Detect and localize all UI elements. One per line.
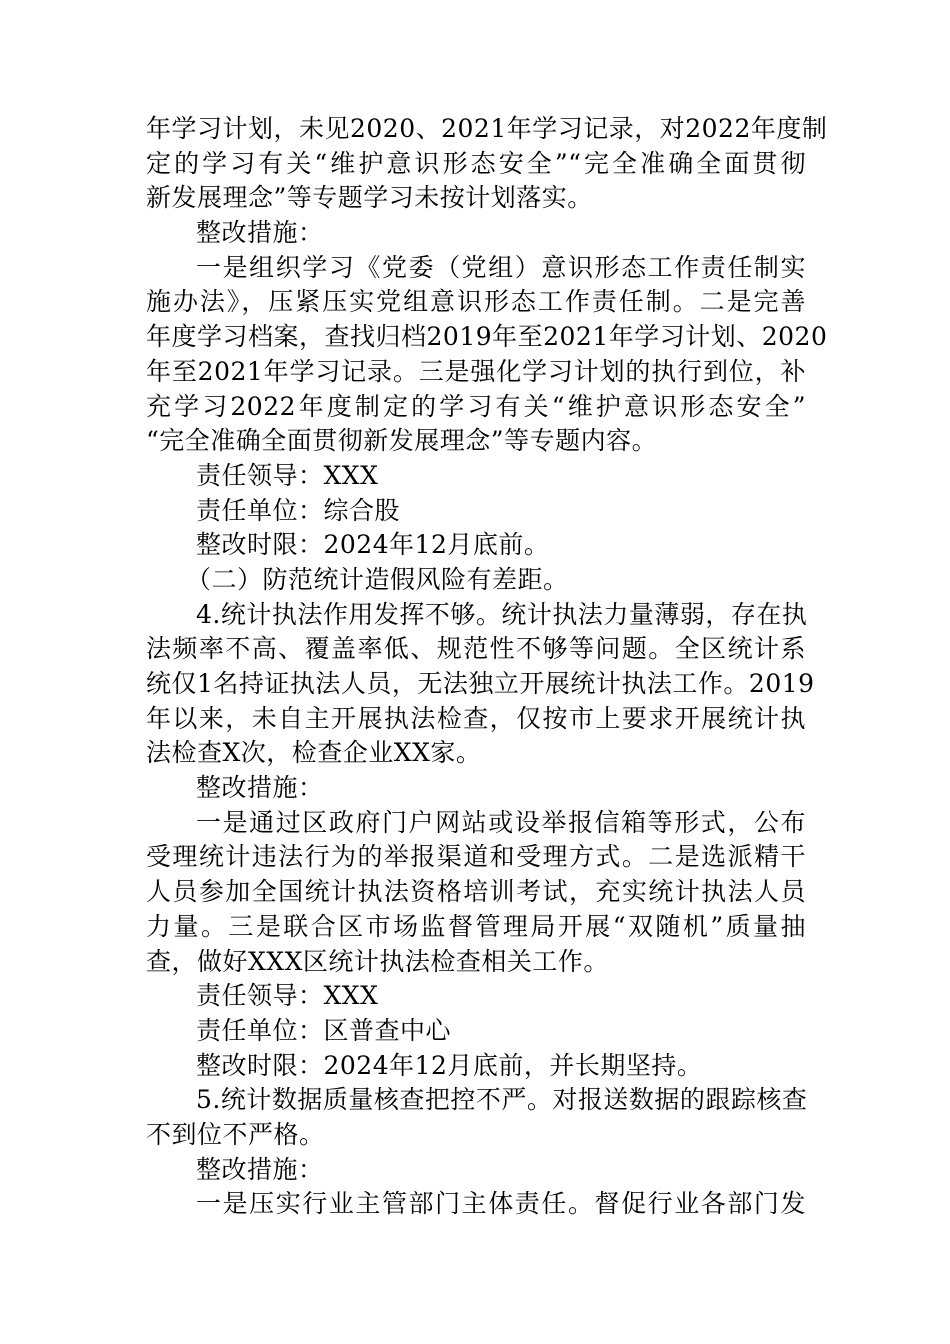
text-line: 整改措施： xyxy=(196,1154,324,1184)
text-line: 年至2021年学习记录。三是强化学习计划的执行到位，补 xyxy=(146,356,806,386)
text-line: 年以来，未自主开展执法检查，仅按市上要求开展统计执 xyxy=(146,703,806,733)
text-line: “完全准确全面贯彻新发展理念”等专题内容。 xyxy=(146,426,658,456)
text-line: 一是通过区政府门户网站或设举报信箱等形式，公布 xyxy=(196,807,806,837)
text-line: 统仅1名持证执法人员，无法独立开展统计执法工作。2019 xyxy=(146,669,815,698)
text-line: 定的学习有关“维护意识形态安全”“完全准确全面贯彻 xyxy=(146,148,806,178)
text-line: 责任领导：XXX xyxy=(196,460,379,490)
text-line: 责任单位：综合股 xyxy=(196,495,401,525)
text-line: 年学习计划，未见2020、2021年学习记录，对2022年度制 xyxy=(146,114,828,143)
text-line: 整改措施： xyxy=(196,218,324,248)
text-line: 责任单位：区普查中心 xyxy=(196,1015,452,1045)
text-line: 4.统计执法作用发挥不够。统计执法力量薄弱，存在执 xyxy=(196,599,808,629)
text-line: 施办法》，压紧压实党组意识形态工作责任制。二是完善 xyxy=(146,287,806,317)
text-line: 不到位不严格。 xyxy=(146,1119,325,1149)
text-line: 法频率不高、覆盖率低、规范性不够等问题。全区统计系 xyxy=(146,634,806,664)
text-line: 整改时限：2024年12月底前，并长期坚持。 xyxy=(196,1050,703,1080)
text-line: 整改时限：2024年12月底前。 xyxy=(196,530,550,560)
text-line: 法检查X次，检查企业XX家。 xyxy=(146,738,482,768)
text-line: 责任领导：XXX xyxy=(196,981,379,1011)
text-line: 整改措施： xyxy=(196,773,324,803)
text-line: 新发展理念”等专题学习未按计划落实。 xyxy=(146,183,593,213)
document-body xyxy=(146,112,828,1222)
text-line: （二）防范统计造假风险有差距。 xyxy=(186,564,569,594)
text-line: 充学习2022年度制定的学习有关“维护意识形态安全” xyxy=(146,391,806,421)
text-line: 受理统计违法行为的举报渠道和受理方式。二是选派精干 xyxy=(146,842,806,872)
text-line: 一是压实行业主管部门主体责任。督促行业各部门发 xyxy=(196,1189,806,1219)
text-line: 5.统计数据质量核查把控不严。对报送数据的跟踪核查 xyxy=(196,1085,808,1115)
text-line: 人员参加全国统计执法资格培训考试，充实统计执法人员 xyxy=(146,877,806,907)
text-line: 一是组织学习《党委（党组）意识形态工作责任制实 xyxy=(196,252,806,282)
text-line: 年度学习档案，查找归档2019年至2021年学习计划、2020 xyxy=(146,322,828,352)
text-line: 查，做好XXX区统计执法检查相关工作。 xyxy=(146,946,609,976)
text-line: 力量。三是联合区市场监督管理局开展“双随机”质量抽 xyxy=(146,911,806,941)
